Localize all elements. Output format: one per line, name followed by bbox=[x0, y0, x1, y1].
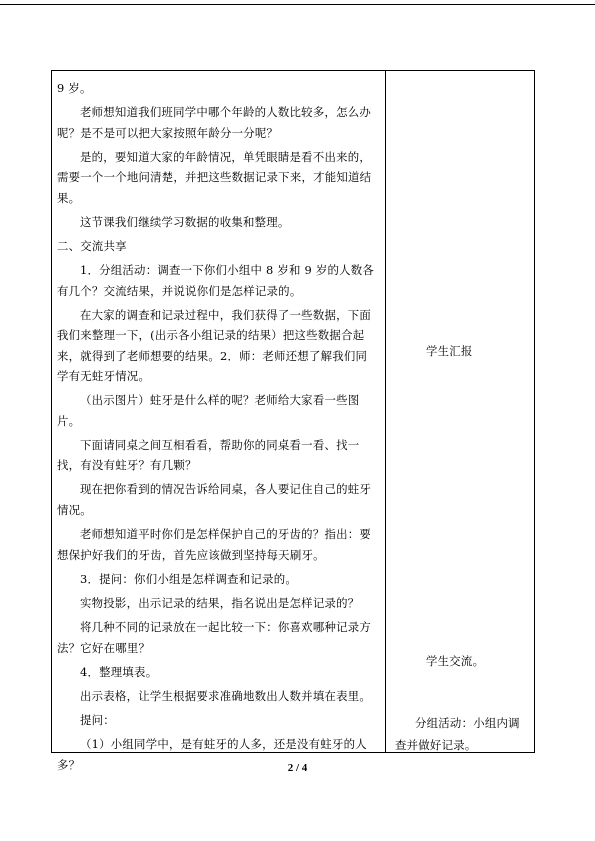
paragraph-line: 在大家的调查和记录过程中，我们获得了一些数据，下面 bbox=[80, 307, 372, 322]
paragraph-line: 4．整理填表。 bbox=[80, 664, 158, 679]
paragraph-line: 我们来整理一下，(出示各小组记录的结果）把这些数据合起 bbox=[57, 328, 365, 343]
header-rule bbox=[0, 4, 595, 5]
paragraph-line: 下面请同桌之间互相看看，帮助你的同桌看一看、找一 bbox=[80, 437, 360, 452]
page-number: 2 / 4 bbox=[287, 762, 308, 774]
paragraph-line: 二、交流共享 bbox=[57, 239, 127, 254]
paragraph-line: 这节课我们继续学习数据的收集和整理。 bbox=[80, 214, 290, 229]
paragraph-line: 想保护好我们的牙齿，首先应该做到坚持每天刷牙。 bbox=[57, 547, 325, 562]
paragraph-line: 多？ bbox=[57, 757, 81, 772]
paragraph-line: 出示表格，让学生根据要求准确地数出人数并填在表里。 bbox=[80, 688, 372, 703]
student-exchange-note: 学生交流。 bbox=[426, 654, 485, 668]
paragraph-line: 找，有没有蛀牙？有几颗？ bbox=[57, 458, 197, 473]
paragraph-line: （1）小组同学中，是有蛀牙的人多，还是没有蛀牙的人 bbox=[80, 737, 367, 752]
paragraph-line: 老师想知道平时你们是怎样保护自己的牙齿的？指出：要 bbox=[80, 527, 372, 542]
group-activity-note-line-1: 分组活动：小组内调 bbox=[415, 716, 520, 730]
paragraph-line: 来，就得到了老师想要的结果。2．师：老师还想了解我们同 bbox=[57, 348, 368, 363]
paragraph-line: 老师想知道我们班同学中哪个年龄的人数比较多，怎么办 bbox=[80, 105, 372, 120]
paragraph-line: 呢？是不是可以把大家按照年龄分一分呢？ bbox=[57, 125, 279, 140]
paragraph-line: 将几种不同的记录放在一起比较一下：你喜欢哪种记录方 bbox=[80, 620, 372, 635]
paragraph-line: 学有无蛀牙情况。 bbox=[57, 369, 151, 384]
paragraph-line: 法？它好在哪里？ bbox=[57, 640, 151, 655]
paragraph-line: 3．提问：你们小组是怎样调查和记录的。 bbox=[80, 571, 298, 586]
paragraph-line: 1．分组活动：调查一下你们小组中 8 岁和 9 岁的人数各 bbox=[80, 263, 375, 278]
student-report-note: 学生汇报 bbox=[426, 344, 473, 358]
group-activity-note-line-2: 查并做好记录。 bbox=[395, 738, 477, 752]
paragraph-line: （出示图片）蛀牙是什么样的呢？老师给大家看一些图 bbox=[80, 393, 360, 408]
paragraph-line: 提问： bbox=[80, 713, 115, 728]
paragraph-line: 9 岁。 bbox=[57, 81, 92, 95]
paragraph-line: 现在把你看到的情况告诉给同桌，各人要记住自己的蛀牙 bbox=[80, 482, 372, 497]
paragraph-line: 是的，要知道大家的年龄情况，单凭眼睛是看不出来的， bbox=[80, 149, 372, 164]
paragraph-line: 需要一个一个地问清楚，并把这些数据记录下来，才能知道结 bbox=[57, 170, 372, 185]
paragraph-line: 情况。 bbox=[57, 502, 92, 517]
paragraph-line: 片。 bbox=[57, 413, 81, 428]
student-activity-column bbox=[386, 71, 534, 752]
paragraph-line: 实物投影，出示记录的结果，指名说出是怎样记录的？ bbox=[80, 595, 360, 610]
paragraph-line: 果。 bbox=[57, 190, 81, 205]
paragraph-line: 有几个？交流结果，并说说你们是怎样记录的。 bbox=[57, 283, 302, 298]
